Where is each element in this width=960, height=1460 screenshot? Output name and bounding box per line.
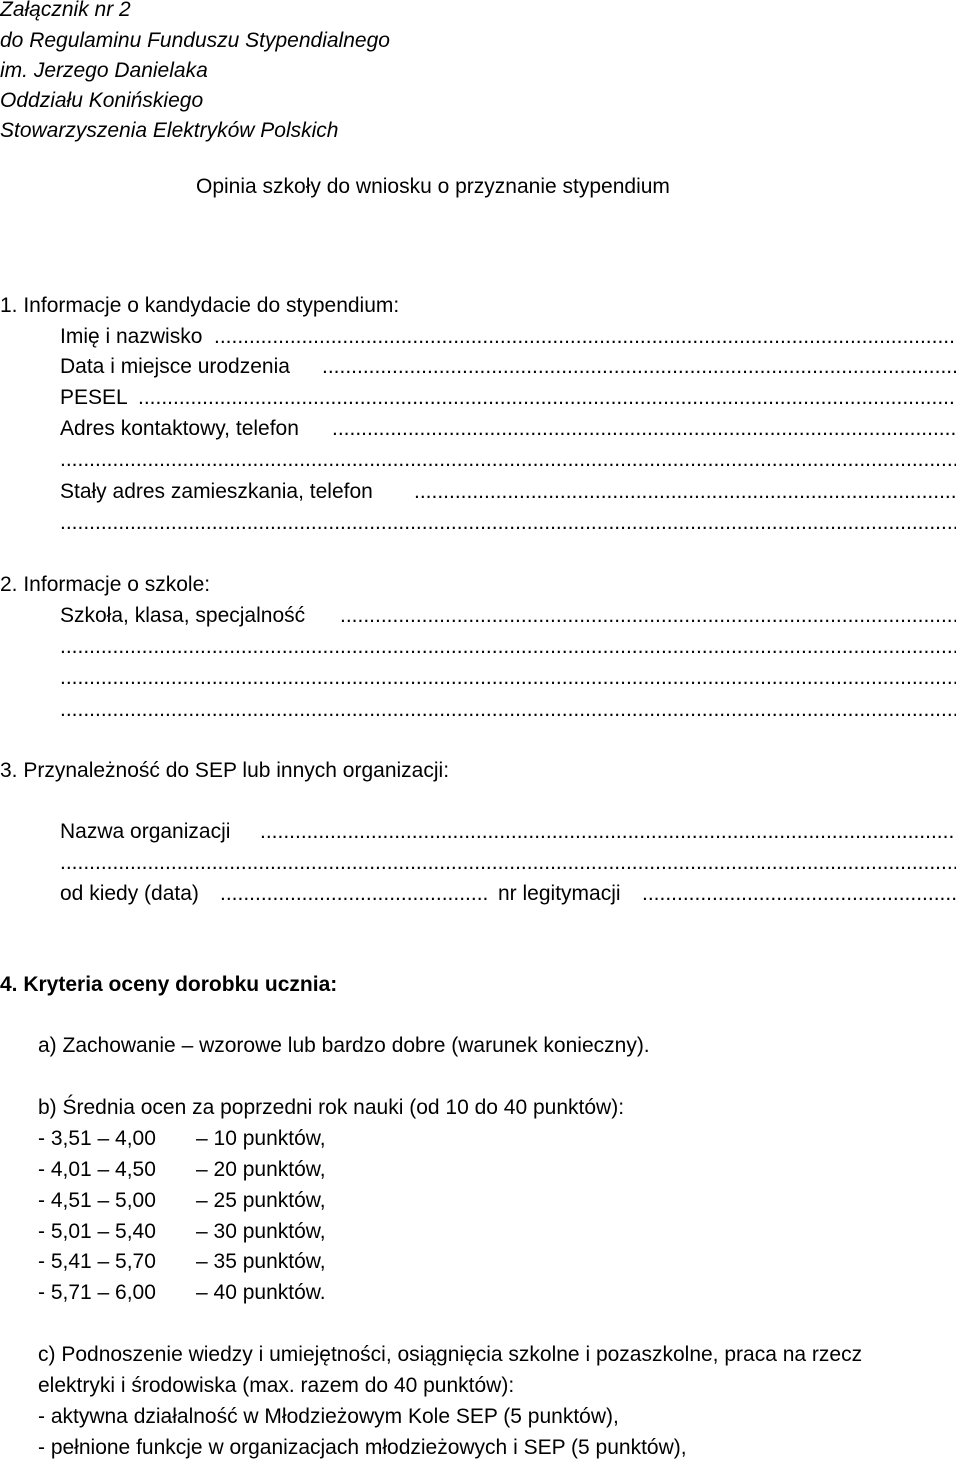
range-1: - 3,51 – 4,00	[38, 1127, 156, 1150]
criterion-c-line-1: c) Podnoszenie wiedzy i umiejętności, osiągnięcia szkolne i pozaszkolne, praca na rzecz	[38, 1343, 863, 1366]
permanent-address-label: Stały adres zamieszkania, telefon	[60, 480, 373, 503]
points-4: – 30 punktów,	[196, 1220, 326, 1243]
school-label: Szkoła, klasa, specjalność	[60, 604, 306, 627]
school-field-line-3[interactable]	[60, 666, 956, 692]
annex-line-4: Oddziału Konińskiego	[0, 89, 204, 112]
range-3: - 4,51 – 5,00	[38, 1189, 156, 1212]
section-2-heading: 2. Informacje o szkole:	[0, 573, 211, 596]
points-6: – 40 punktów.	[196, 1281, 326, 1304]
range-6: - 5,71 – 6,00	[38, 1281, 156, 1304]
criterion-a: a) Zachowanie – wzorowe lub bardzo dobre (warunek konieczny).	[38, 1034, 650, 1057]
since-label: od kiedy (data)	[60, 882, 199, 905]
organization-field[interactable]	[260, 820, 956, 846]
criterion-c-line-2: elektryki i środowiska (max. razem do 40 punktów):	[38, 1374, 515, 1397]
points-2: – 20 punktów,	[196, 1158, 326, 1181]
criterion-c-item-1: - aktywna działalność w Młodzieżowym Kole SEP (5 punktów),	[38, 1405, 619, 1428]
points-3: – 25 punktów,	[196, 1189, 326, 1212]
school-field[interactable]	[340, 604, 956, 630]
birth-label: Data i miejsce urodzenia	[60, 355, 290, 378]
name-field[interactable]	[214, 325, 956, 351]
contact-field-line-2[interactable]	[60, 448, 956, 474]
permanent-address-field-line-2[interactable]	[60, 511, 956, 537]
name-label: Imię i nazwisko	[60, 325, 203, 348]
criterion-b: b) Średnia ocen za poprzedni rok nauki (od 10 do 40 punktów):	[38, 1096, 625, 1119]
annex-line-3: im. Jerzego Danielaka	[0, 59, 208, 82]
since-field[interactable]	[220, 882, 488, 908]
page-title: Opinia szkoły do wniosku o przyznanie stypendium	[196, 175, 670, 198]
school-field-line-2[interactable]	[60, 635, 956, 661]
criterion-c-item-2: - pełnione funkcje w organizacjach młodzieżowych i SEP (5 punktów),	[38, 1436, 687, 1459]
section-1-heading: 1. Informacje o kandydacie do stypendium:	[0, 294, 400, 317]
range-5: - 5,41 – 5,70	[38, 1250, 156, 1273]
contact-field[interactable]	[332, 417, 956, 443]
annex-line-1: Załącznik nr 2	[0, 0, 131, 21]
permanent-address-field[interactable]	[414, 480, 956, 506]
pesel-field[interactable]	[138, 386, 956, 412]
organization-label: Nazwa organizacji	[60, 820, 231, 843]
section-3-heading: 3. Przynależność do SEP lub innych organizacji:	[0, 759, 450, 782]
organization-field-line-2[interactable]	[60, 851, 956, 877]
card-number-label: nr legitymacji	[498, 882, 621, 905]
birth-field[interactable]	[322, 355, 956, 381]
points-1: – 10 punktów,	[196, 1127, 326, 1150]
pesel-label: PESEL	[60, 386, 128, 409]
range-2: - 4,01 – 4,50	[38, 1158, 156, 1181]
annex-line-5: Stowarzyszenia Elektryków Polskich	[0, 119, 339, 142]
school-field-line-4[interactable]	[60, 698, 956, 724]
annex-line-2: do Regulaminu Funduszu Stypendialnego	[0, 29, 390, 52]
contact-label: Adres kontaktowy, telefon	[60, 417, 299, 440]
card-number-field[interactable]	[642, 882, 956, 908]
section-4-heading: 4. Kryteria oceny dorobku ucznia:	[0, 973, 338, 996]
points-5: – 35 punktów,	[196, 1250, 326, 1273]
range-4: - 5,01 – 5,40	[38, 1220, 156, 1243]
